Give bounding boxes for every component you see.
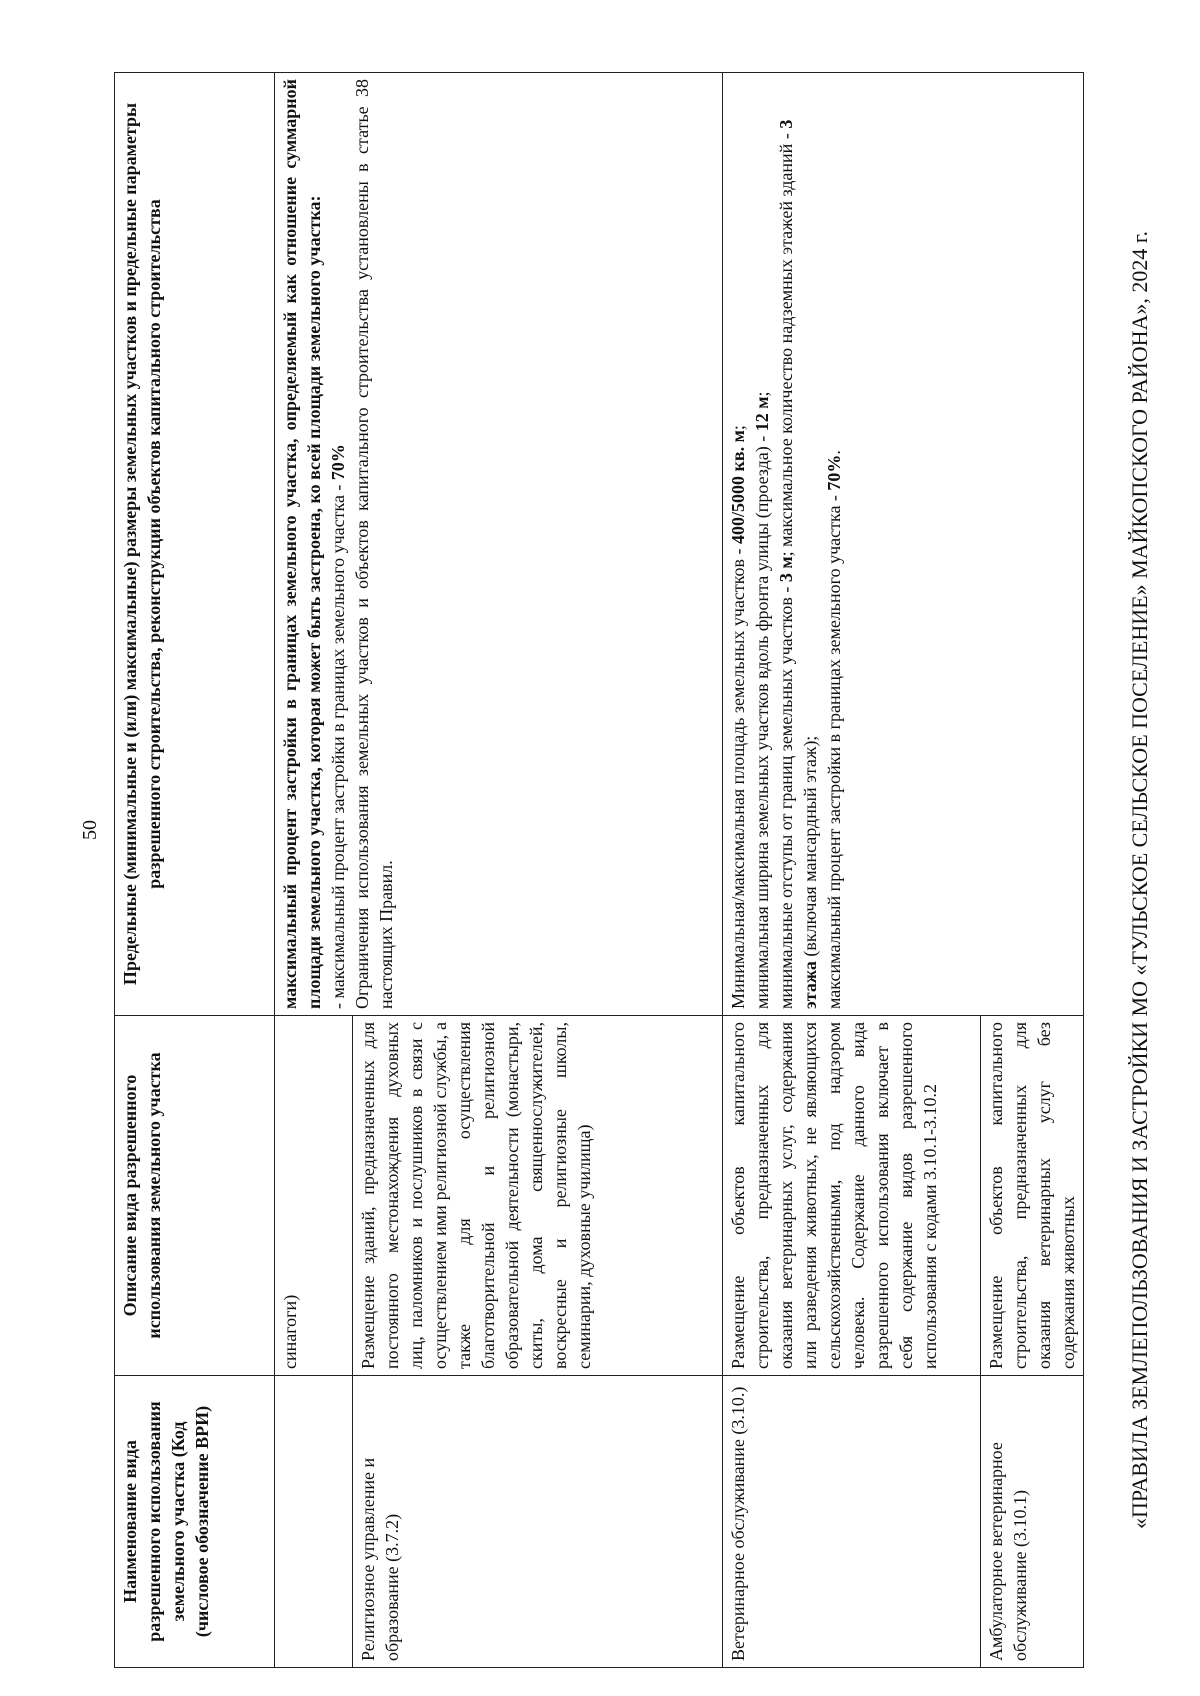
params-line: - максимальный процент застройки в границах земельного участка - 70% xyxy=(328,444,348,1009)
table-header-row xyxy=(115,73,275,1668)
footer-container xyxy=(1120,100,1160,1660)
footer-title: «ПРАВИЛА ЗЕМЛЕПОЛЬЗОВАНИЯ И ЗАСТРОЙКИ МО «ТУЛЬСКОЕ СЕЛЬСКОЕ ПОСЕЛЕНИЕ» МАЙКОПСКОГО РАЙОНА», 2024 г. xyxy=(1127,231,1152,1529)
params-bold-text: максимальный процент застройки в границах земельного участка, определяемый как отношение суммарной площади земельного участка, которая может быть застроена, ко всей площади земельного участка: xyxy=(280,79,324,1009)
row-description: Размещение объектов капитального строительства, предназначенных для оказания ветеринарных услуг, содержания или разведения животных, не являющихся сельскохозяйственными, под надзором человека. Содержание данного вида разрешенного использования включает в себя содержание видов разрешенного использования с кодами 3.10.1-3.10.2 xyxy=(723,1016,981,1376)
row-params xyxy=(275,73,723,1016)
params-value: 70% xyxy=(328,444,348,481)
params-restrictions: Ограничения использования земельных участков и объектов капитального строительства установлены в статье 38 настоящих Правил. xyxy=(352,79,396,1009)
header-description: Описание вида разрешенного использования земельного участка xyxy=(115,1016,275,1376)
row-description: синагоги) xyxy=(275,1016,353,1376)
table-row xyxy=(723,73,981,1668)
row-params xyxy=(723,73,1084,1016)
table-container xyxy=(114,72,1076,1668)
row-description: Размещение зданий, предназначенных для постоянного местонахождения духовных лиц, паломников и послушников в связи с осуществлением ими религиозной службы, а также для осуществления благотворительной и религиозной образовательной деятельности (монастыри, скиты, дома священнослужителей, воскресные и религиозные школы, семинарии, духовные училища) xyxy=(353,1016,723,1376)
params-line: максимальный процент застройки в границах земельного участка - 70%. xyxy=(824,450,844,1009)
header-name: Наименование вида разрешенного использования земельного участка (Код (числовое обозначение ВРИ) xyxy=(115,1376,275,1668)
header-params: Предельные (минимальные и (или) максимальные) размеры земельных участков и предельные параметры разрешенного строительства, реконструкции объектов капитального строительства xyxy=(115,73,275,1016)
row-name: Религиозное управление и образование (3.7.2) xyxy=(353,1376,723,1668)
params-line: Минимальная/максимальная площадь земельных участков - 400/5000 кв. м; xyxy=(728,425,748,1009)
params-line: минимальные отступы от границ земельных участков - 3 м; максимальное количество надземных этажей зданий - 3 этажа (включая мансардный этаж); xyxy=(776,119,820,1009)
page-number: 50 xyxy=(79,820,101,840)
table-row xyxy=(275,73,353,1668)
row-name: Амбулаторное ветеринарное обслуживание (3.10.1) xyxy=(981,1376,1084,1668)
row-name: Ветеринарное обслуживание (3.10.) xyxy=(723,1376,981,1668)
params-line: минимальная ширина земельных участков вдоль фронта улицы (проезда) - 12 м; xyxy=(752,391,772,1009)
row-description: Размещение объектов капитального строительства, предназначенных для оказания ветеринарных услуг без содержания животных xyxy=(981,1016,1084,1376)
zoning-table xyxy=(114,72,1084,1668)
row-name xyxy=(275,1376,353,1668)
